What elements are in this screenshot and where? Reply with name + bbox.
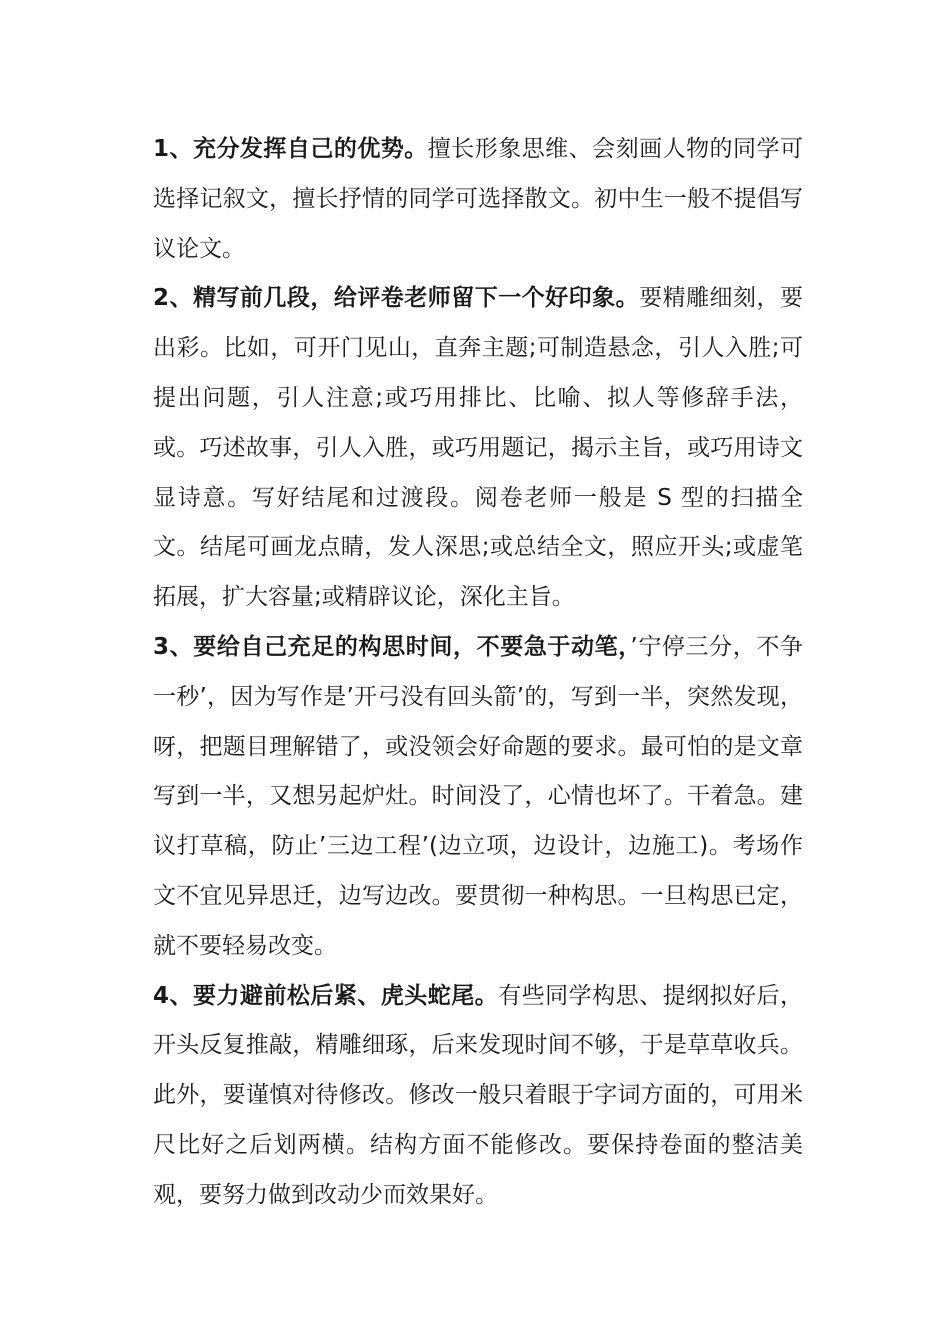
paragraph-3 — [153, 623, 803, 972]
paragraph-4-heading: 4、要力避前松后紧、虎头蛇尾。 — [153, 982, 499, 1009]
paragraph-2 — [153, 274, 803, 623]
paragraph-3-body: ’宁停三分，不争一秒’，因为写作是’开弓没有回头箭’的，写到一半，突然发现，呀，把题目理解错了，或没领会好命题的要求。最可怕的是文章写到一半，又想另起炉灶。时间没了，心情也坏了。干着急。建议打草稿，防止’三边工程’(边立项，边设计，边施工)。考场作文不宜见异思迁，边写边改。要贯彻一种构思。一旦构思已定，就不要轻易改变。 — [153, 633, 803, 959]
paragraph-3-heading: 3、要给自己充足的构思时间，不要急于动笔， — [153, 633, 631, 660]
paragraph-2-heading: 2、精写前几段，给评卷老师留下一个好印象。 — [153, 285, 640, 312]
paragraph-4-body: 有些同学构思、提纲拟好后，开头反复推敲，精雕细琢，后来发现时间不够，于是草草收兵。此外，要谨慎对待修改。修改一般只着眼于字词方面的，可用米尺比好之后划两横。结构方面不能修改。要保持卷面的整洁美观，要努力做到改动少而效果好。 — [153, 982, 803, 1208]
paragraph-2-body: 要精雕细刻，要出彩。比如，可开门见山，直奔主题;可制造悬念，引人入胜;可提出问题，引人注意;或巧用排比、比喻、拟人等修辞手法，或。巧述故事，引人入胜，或巧用题记，揭示主旨，或巧用诗文显诗意。写好结尾和过渡段。阅卷老师一般是 S 型的扫描全文。结尾可画龙点睛，发人深思;或总结全文，照应开头;或虚笔拓展，扩大容量;或精辟议论，深化主旨。 — [153, 285, 803, 611]
paragraph-1-body: 擅长形象思维、会刻画人物的同学可选择记叙文，擅长抒情的同学可选择散文。初中生一般不提倡写议论文。 — [153, 136, 803, 262]
paragraph-1 — [153, 125, 803, 274]
document-page — [153, 125, 803, 1221]
paragraph-1-heading: 1、充分发挥自己的优势。 — [153, 136, 428, 162]
paragraph-4 — [153, 972, 803, 1221]
